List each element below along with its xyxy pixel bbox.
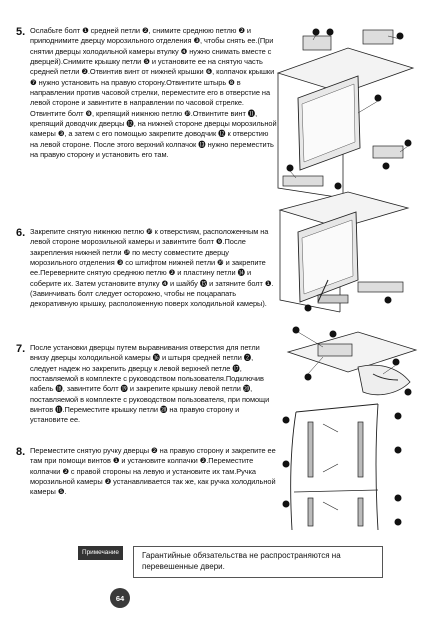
figure-freezer-door-removal (268, 28, 418, 198)
handle-transfer-diagram (278, 402, 418, 534)
step-number: 7. (16, 343, 26, 355)
step-number: 5. (16, 26, 26, 38)
step-text: Переместите снятую ручку дверцы ❷ на правую сторону и закрепите ее там при помощи винтов ❶ и установите колпачки ❷.Переместите колпачки ❷ с правой стороны на левую и установите их там.Ручка морозильной камеры ❷ устанавливается так же, как ручка холодильной камеры ❺. (30, 446, 276, 497)
figure-door-handles (278, 402, 418, 534)
note-block (78, 546, 384, 580)
step-text: После установки дверцы путем выравнивания отверстия для петли внизу дверцы холодильной камеры ⓰ и штыря средней петли ❷, следует надеж но закрепить дверцу к левой верхней петле ⓱, поставляемой в комплекте с руководством пользователя.Подключив кабель ⓲, завинтите болт ⓳ и закрепите крышку левой петли ⓴, поставляемой в комплекте с руководством пользователя, при помощи винтов ⓫.Переместите крышку петли ⓴ на правую сторону и установите ее. (30, 343, 270, 425)
figure-freezer-door-reinstall (268, 190, 418, 315)
step-7 (16, 343, 278, 426)
note-text: Гарантийные обязательства не распространяются на перевешенные двери. (133, 546, 383, 578)
figure-fridge-door-hinge (268, 322, 418, 400)
step-5 (16, 26, 278, 160)
freezer-door-diagram (268, 28, 418, 198)
page-number-badge: 64 (110, 588, 130, 608)
step-number: 8. (16, 446, 26, 458)
top-hinge-diagram (268, 322, 418, 400)
step-6 (16, 227, 278, 310)
step-8 (16, 446, 278, 498)
step-number: 6. (16, 227, 26, 239)
step-text: Закрепите снятую нижнюю петлю ❿ к отверстиям, расположенным на левой стороне морозильной камеры и завинтите болт ❾.После закрепления нижней петли ❿ по месту совместите дверцу морозильного отделения ❸ со штифтом нижней петли ❿ и закрепите ее.Переверните снятую среднюю петлю ❷ и пластину петли ⓮ и соберите их. Затем установите втулку ❹ и шайбу ⓯ и затяните болт ❶.(Завинчивать болт следует осторожно, чтобы не поцарапать декоративную крышку, расположенную поверх холодильной камеры). (30, 227, 274, 309)
hinge-reinstall-diagram (268, 190, 418, 315)
step-text: Ослабьте болт ❶ средней петли ❷, снимите среднюю петлю ❷ и приподнимите дверцу морозильного отделения ❸, чтобы снять ее.(При снятии дверцы холодильной камеры втулку ❹ нужно снимать вместе с дверцей).Снимите крышку петли ❺ и установите ее на снятую часть средней петли ❷.Отвинтив винт от нижней крышки ❻, колпачок крышки ❼ нужно установить на правую сторону.Отвинтите штырь ❽ в направлении против часовой стрелки, переместите его в отверстие на левой стороне и завинтите в направлении по часовой стрелке. Отвинтите болт ❾, крепящий нижнюю петлю ❿.Отвинтите винт ⓫, крепящий доводчик дверцы ⓬, на нижней стороне дверцы морозильной камеры ❸, а затем с его помощью закрепите доводчик ⓬ к отверстию на левой стороне. После этого верхний колпачок ⓭ нужно переместить на правую сторону и установить его там. (30, 26, 277, 160)
note-label: Примечание (78, 546, 123, 560)
